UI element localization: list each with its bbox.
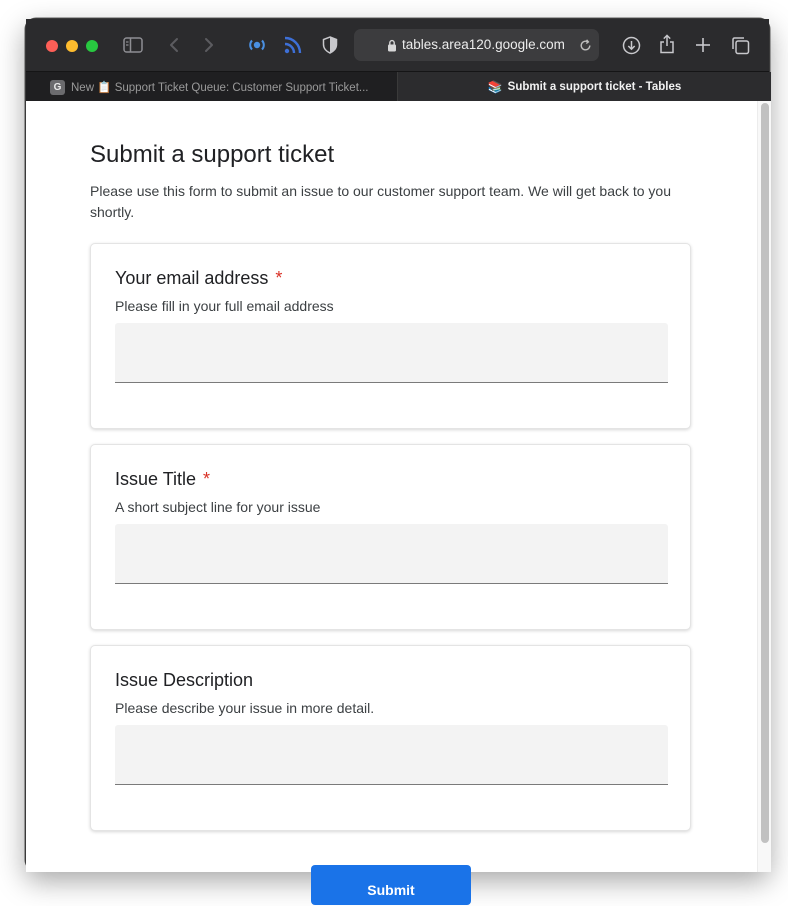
issue-description-card [90, 645, 691, 831]
tab-label: New 📋 Support Ticket Queue: Customer Support Ticket... [71, 82, 369, 94]
issue-title-card [90, 444, 691, 630]
field-label: Your email address * [115, 268, 283, 288]
required-marker: * [275, 268, 283, 288]
field-help-text: Please describe your issue in more detail. [115, 700, 375, 716]
browser-window [25, 18, 770, 898]
sidebar-toggle-icon[interactable] [122, 35, 144, 55]
extension-icon[interactable] [246, 34, 268, 56]
maximize-window-button[interactable] [86, 40, 98, 52]
tab-bar [26, 71, 769, 101]
reload-icon[interactable] [578, 38, 592, 52]
minimize-window-button[interactable] [66, 40, 78, 52]
page-content [26, 101, 771, 898]
download-icon[interactable] [620, 34, 642, 56]
share-icon[interactable] [656, 33, 678, 55]
close-window-button[interactable] [46, 40, 58, 52]
tab-overview-icon[interactable] [729, 34, 751, 56]
email-field-card [90, 243, 691, 429]
page-description: Please use this form to submit an issue to our customer support team. We will get back to you shortly. [90, 183, 672, 220]
lock-icon [386, 38, 398, 52]
issue-title-input[interactable] [115, 524, 668, 584]
page-title: Submit a support ticket [90, 141, 335, 168]
required-marker: * [203, 469, 211, 489]
rss-icon[interactable] [282, 34, 304, 56]
tab-submit-support-ticket[interactable] [398, 72, 771, 102]
issue-description-input[interactable] [115, 725, 668, 785]
browser-toolbar [26, 19, 769, 71]
address-bar[interactable] [354, 29, 599, 61]
scrollbar[interactable] [757, 101, 771, 872]
back-icon[interactable] [166, 35, 182, 55]
field-label: Issue Title * [115, 469, 211, 489]
tab-support-ticket-queue[interactable] [26, 72, 398, 102]
field-label: Issue Description [115, 670, 254, 690]
submit-button[interactable]: Submit [311, 865, 471, 905]
field-help-text: Please fill in your full email address [115, 298, 334, 314]
new-tab-icon[interactable] [692, 34, 714, 56]
tab-label: Submit a support ticket - Tables [507, 81, 682, 93]
forward-icon[interactable] [201, 35, 217, 55]
field-help-text: A short subject line for your issue [115, 499, 321, 515]
scrollbar-thumb[interactable] [761, 103, 769, 843]
url-text: tables.area120.google.com [402, 37, 565, 52]
email-input[interactable] [115, 323, 668, 383]
tab-favicon: G [50, 80, 65, 95]
shield-icon[interactable] [320, 34, 340, 56]
tab-favicon: 📚 [487, 80, 503, 94]
